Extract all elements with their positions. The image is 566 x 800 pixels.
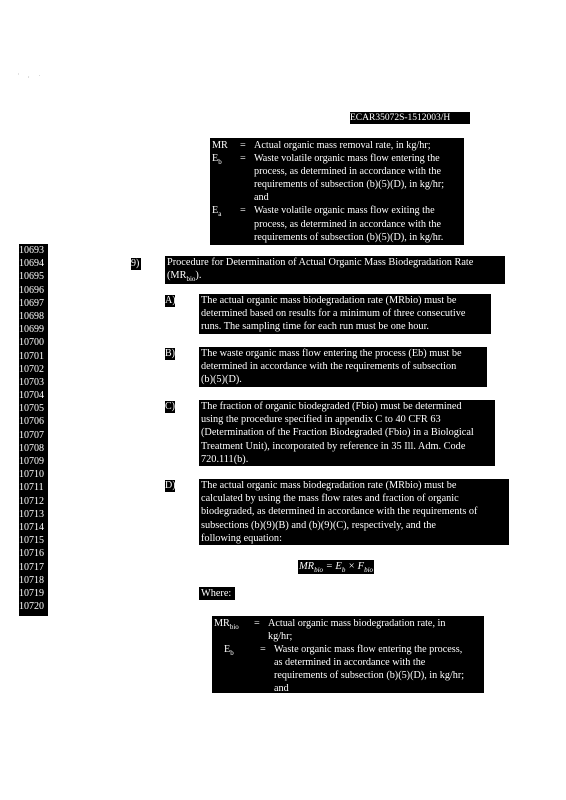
item-c-paragraph: The fraction of organic biodegraded (Fbio) must be determined using the procedure specified in appendix C to 40 CFR 63 (Determination of the Fraction Biodegraded (Fbio) in a Biological Treatment Unit), incorporated by reference in 35 Ill. Adm. Code 720.111(b). — [199, 400, 495, 466]
line-number: 10702 — [19, 363, 44, 375]
scan-noise: ' , · — [18, 74, 45, 79]
line-number: 10715 — [19, 535, 44, 547]
line-number: 10711 — [19, 482, 44, 494]
line-number: 10713 — [19, 508, 44, 520]
line-number: 10712 — [19, 495, 44, 507]
line-number: 10717 — [19, 561, 44, 573]
top-definitions-block — [210, 138, 464, 245]
line-number: 10707 — [19, 429, 44, 441]
line-number: 10699 — [19, 324, 44, 336]
item-c-marker: C) — [165, 401, 175, 412]
item-d-marker: D) — [165, 480, 176, 491]
line-number: 10696 — [19, 284, 44, 296]
item-d-paragraph: The actual organic mass biodegradation rate (MRbio) must be calculated by using the mass flow rates and fraction of organic biodegraded, as determined in accordance with the requirements of subsections (b)(9)(B) and (b)(9)(C), respectively, and the following equation: — [199, 479, 509, 545]
item-a-paragraph: The actual organic mass biodegradation rate (MRbio) must be determined based on results for a minimum of three consecutive runs. The sampling time for each run must be one hour. — [199, 294, 491, 334]
biodegradation-equation: $MR_{bio} = E_b \times F_{bio}$ — [298, 561, 374, 575]
item-a-marker: A) — [165, 295, 176, 306]
line-number: 10719 — [19, 587, 44, 599]
line-number: 10720 — [19, 601, 44, 613]
item-b-marker: B) — [165, 348, 175, 359]
line-number: 10700 — [19, 337, 44, 349]
definition-row: $E_a$ = Waste volatile organic mass flow exiting the process, as determined in accordance with the requirements of subsection (b)(5)(D), in kg/hr. — [212, 205, 444, 243]
line-number: 10704 — [19, 390, 44, 402]
line-number: 10697 — [19, 297, 44, 309]
line-number: 10695 — [19, 271, 44, 283]
line-number: 10709 — [19, 456, 44, 467]
line-number: 10708 — [19, 442, 44, 454]
document-header-code: ECAR35072S-1512003/H — [350, 112, 470, 124]
line-number: 10718 — [19, 574, 44, 586]
section-9-marker: 9) — [131, 258, 140, 269]
line-number: 10716 — [19, 548, 44, 560]
line-number: 10710 — [19, 469, 44, 481]
section-9-heading: Procedure for Determination of Actual Organic Mass Biodegradation Rate $(MR_{bio})$. — [165, 256, 505, 284]
where-label: Where: — [199, 587, 235, 600]
line-number: 10703 — [19, 376, 44, 388]
definition-row: MR = Actual organic mass removal rate, in kg/hr; — [212, 140, 431, 151]
definition-row: $E_b$ = Waste volatile organic mass flow entering the process, as determined in accordance with the requirements of subsection (b)(5)(D), in kg/hr; and — [212, 153, 445, 204]
definition-row: $MR_{bio}$ = Actual organic mass biodegradation rate, in kg/hr; — [214, 618, 446, 643]
line-number: 10701 — [19, 350, 44, 362]
line-number: 10693 — [19, 245, 44, 256]
bottom-definitions-block — [212, 616, 484, 693]
line-number: 10705 — [19, 403, 44, 415]
definition-row: $E_b$ = Waste organic mass flow entering the process, as determined in accordance with the requirements of subsection (b)(5)(D), in kg/hr; and — [224, 644, 465, 695]
line-number: 10706 — [19, 416, 44, 428]
item-b-paragraph: The waste organic mass flow entering the process (Eb) must be determined in accordance with the requirements of subsection (b)(5)(D). — [199, 347, 487, 387]
line-numbers-column — [19, 244, 48, 616]
line-number: 10714 — [19, 521, 44, 533]
line-number: 10694 — [19, 258, 44, 270]
line-number: 10698 — [19, 310, 44, 322]
